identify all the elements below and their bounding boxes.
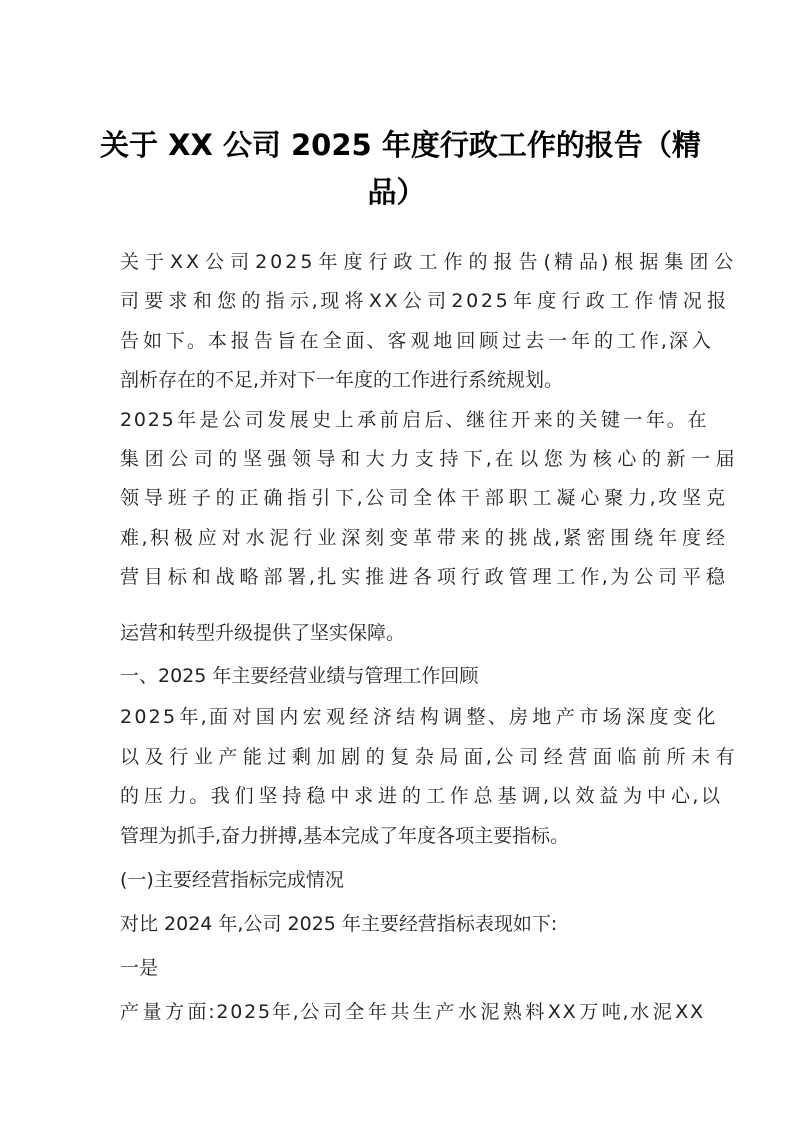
body-text-line: 以 及 行 业 产 能 过 剩 加 剧 的 复 杂 局 面,公 司 经 营 面 临 前 所 未 有 (120, 746, 738, 768)
body-text-line: 一是 (120, 957, 159, 979)
body-text-line: 集 团 公 司 的 坚 强 领 导 和 大 力 支 持 下,在 以 您 为 核 心 的 新 一 届 (120, 448, 738, 470)
body-text-line: 营 目 标 和 战 略 部 署,扎 实 推 进 各 项 行 政 管 理 工 作,为 公 司 平 稳 (120, 566, 728, 588)
body-text-line: 管理为抓手,奋力拼搏,基本完成了年度各项主要指标。 (120, 825, 570, 847)
body-text-line: 剖析存在的不足,并对下一年度的工作进行系统规划。 (120, 369, 564, 391)
body-text-line: 2025 年,面 对 国 内 宏 观 经 济 结 构 调 整、房 地 产 市 场 深 度 变 化 (120, 706, 718, 728)
body-text-line: 2025 年 是 公 司 发 展 史 上 承 前 启 后、继 往 开 来 的 关 键 一 年。在 (120, 409, 709, 431)
body-text-line: (一)主要经营指标完成情况 (120, 869, 344, 891)
body-text-line: 运营和转型升级提供了坚实保障。 (120, 622, 406, 644)
body-text-line: 的 压 力。我 们 坚 持 稳 中 求 进 的 工 作 总 基 调,以 效 益 为 中 心,以 (120, 785, 723, 807)
document-title-line-1: 关于 XX 公司 2025 年度行政工作的报告（精 (100, 128, 701, 162)
body-text-line: 关 于 XX 公 司 2025 年 度 行 政 工 作 的 报 告 (精 品) 根 据 集 团 公 (120, 251, 737, 273)
body-text-line: 对比 2024 年,公司 2025 年主要经营指标表现如下: (120, 913, 558, 935)
body-text-line: 告 如 下。本 报 告 旨 在 全 面、客 观 地 回 顾 过 去 一 年 的 工 作,深 入 (120, 330, 713, 352)
body-text-line: 司 要 求 和 您 的 指 示,现 将 XX 公 司 2025 年 度 行 政 工 作 情 况 报 (120, 290, 729, 312)
body-text-line: 产 量 方 面:2025年,公 司 全 年 共 生 产 水 泥 熟 料 XX 万 吨,水 泥 XX (120, 1001, 705, 1023)
document-title-line-2: 品） (367, 175, 426, 209)
body-text-line: 难,积 极 应 对 水 泥 行 业 深 刻 变 革 带 来 的 挑 战,紧 密 围 绕 年 度 经 (120, 527, 728, 549)
body-text-line: 一、2025 年主要经营业绩与管理工作回顾 (120, 665, 479, 687)
body-text-line: 领 导 班 子 的 正 确 指 引 下,公 司 全 体 干 部 职 工 凝 心 聚 力,攻 坚 克 (120, 487, 728, 509)
